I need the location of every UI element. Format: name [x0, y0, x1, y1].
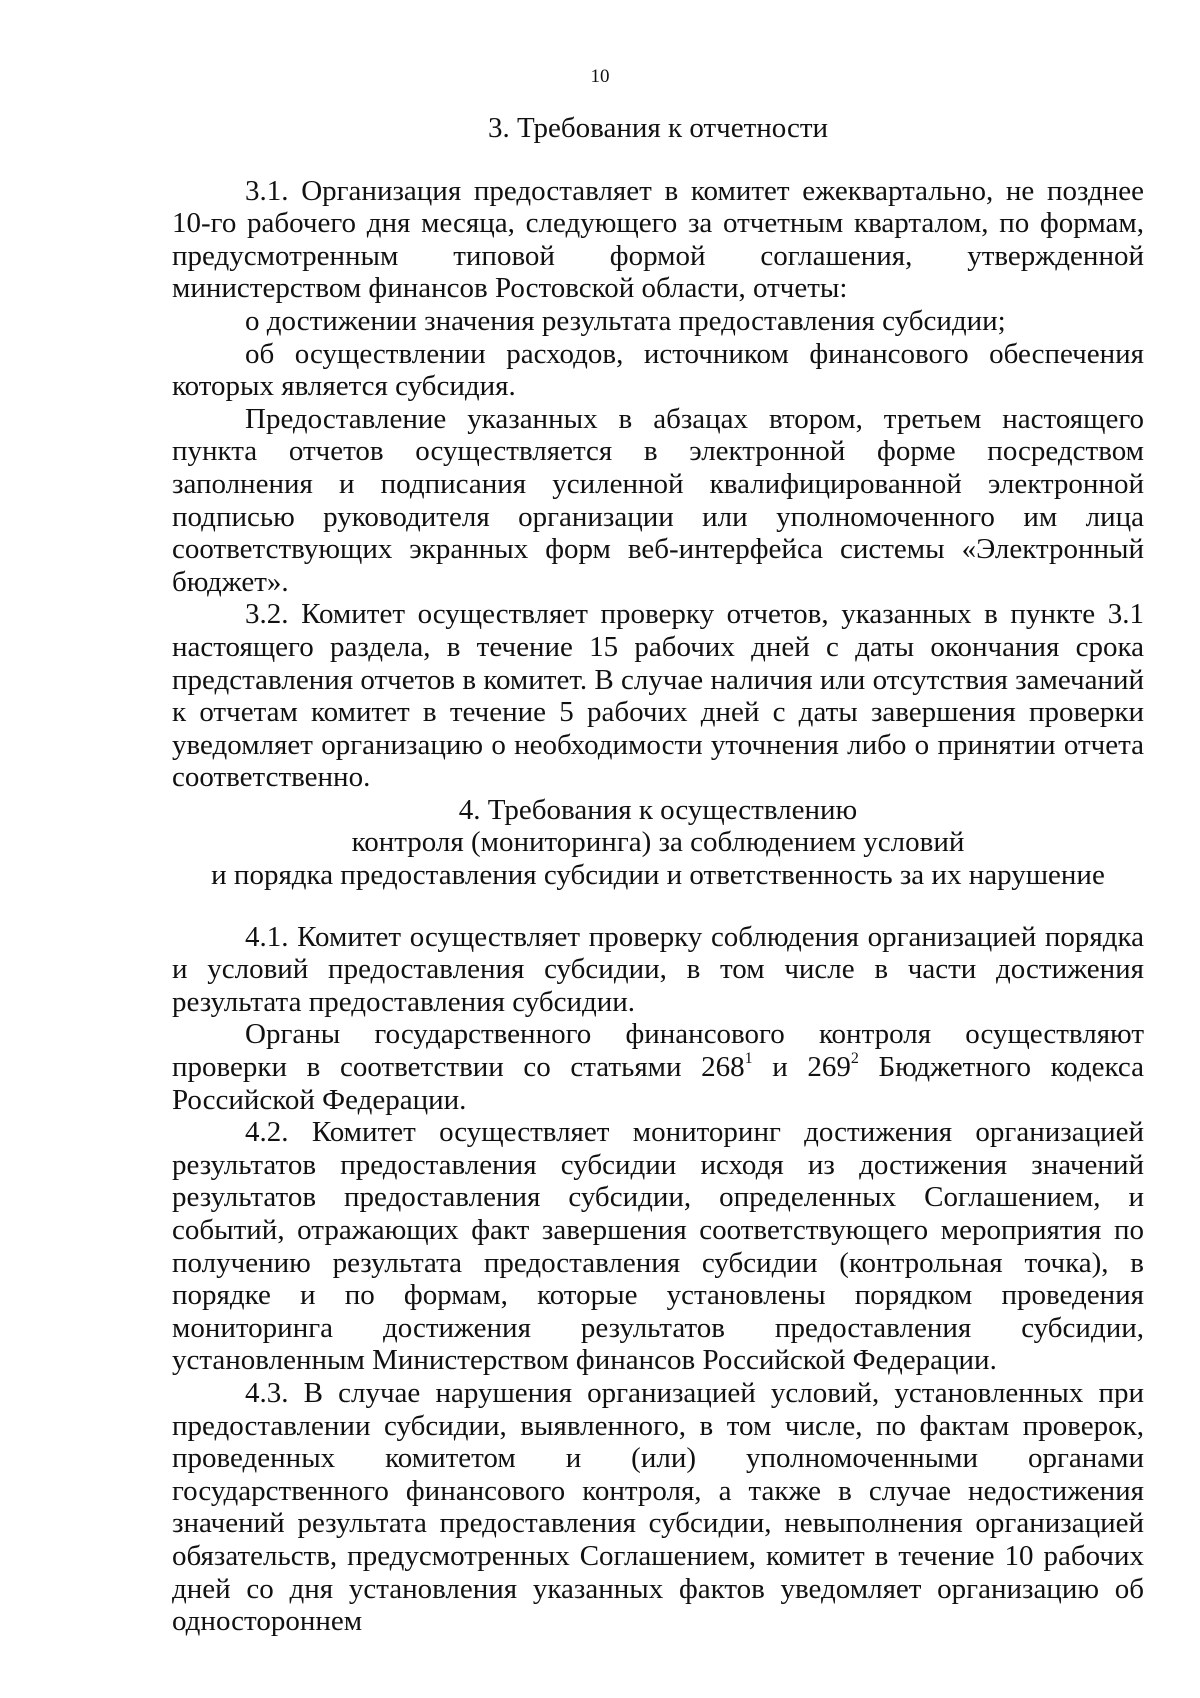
document-body	[172, 112, 1144, 1638]
text-run: и 269	[752, 1051, 851, 1084]
paragraph-3-1: 3.1. Организация предоставляет в комитет ежеквартально, не позднее 10-го рабочего дня месяца, следующего за отчетным кварталом, по формам, предусмотренным типовой формой соглашения, утвержденной министерством финансов Ростовской области, отчеты:	[172, 174, 1144, 305]
superscript: 2	[850, 1050, 859, 1068]
section-4-heading	[172, 794, 1144, 892]
spacer	[172, 145, 1144, 175]
paragraph-4-3: 4.3. В случае нарушения организацией условий, установленных при предоставлении субсидии, выявленного, в том числе, по фактам проверок, проведенных комитетом и (или) уполномоченными органами государственного финансового контроля, а также в случае недостижения значений результата предоставления субсидии, невыполнения организацией обязательств, предусмотренных Соглашением, комитет в течение 10 рабочих дней со дня установления указанных фактов уведомляет организацию об одностороннем	[172, 1376, 1144, 1638]
text-run: Бюджетного кодекса Российской Федерации.	[172, 1051, 1144, 1116]
paragraph-4-1-control-bodies	[172, 1018, 1144, 1116]
section-4-heading-line-1: 4. Требования к осуществлению	[458, 793, 858, 826]
section-4-heading-line-3: и порядка предоставления субсидии и ответственность за их нарушение	[211, 859, 1105, 892]
superscript: 1	[744, 1050, 753, 1068]
paragraph-3-1-item-1: о достижении значения результата предоставления субсидии;	[245, 304, 1006, 337]
text-run: Органы государственного финансового контроля осуществляют проверки в соответствии со статьями 268	[172, 1018, 1144, 1084]
page-number: 10	[590, 66, 610, 87]
paragraph-3-1-item-2: об осуществлении расходов, источником финансового обеспечения которых является субсидия.	[172, 337, 1144, 403]
section-3-heading: 3. Требования к отчетности	[487, 112, 829, 144]
paragraph-3-1-submission: Предоставление указанных в абзацах втором, третьем настоящего пункта отчетов осуществляется в электронной форме посредством заполнения и подписания усиленной квалифицированной электронной подписью руководителя организации или уполномоченного им лица соответствующих экранных форм веб-интерфейса системы «Электронный бюджет».	[172, 402, 1144, 598]
paragraph-4-1: 4.1. Комитет осуществляет проверку соблюдения организацией порядка и условий предоставления субсидии, в том числе в части достижения результата предоставления субсидии.	[172, 920, 1144, 1018]
paragraph-4-2: 4.2. Комитет осуществляет мониторинг достижения организацией результатов предоставления субсидии исходя из достижения значений результатов предоставления субсидии, определенных Соглашением, и событий, отражающих факт завершения соответствующего мероприятия по получению результата предоставления субсидии (контрольная точка), в порядке и по формам, которые установлены порядком проведения мониторинга достижения результатов предоставления субсидии, установленным Министерством финансов Российской Федерации.	[172, 1116, 1144, 1377]
paragraph-3-2: 3.2. Комитет осуществляет проверку отчетов, указанных в пункте 3.1 настоящего раздела, в течение 15 рабочих дней с даты окончания срока представления отчетов в комитет. В случае наличия или отсутствия замечаний к отчетам комитет в течение 5 рабочих дней с даты завершения проверки уведомляет организацию о необходимости уточнения либо о принятии отчета соответственно.	[172, 598, 1144, 794]
spacer	[172, 892, 1144, 921]
section-4-heading-line-2: контроля (мониторинга) за соблюдением условий	[351, 826, 965, 859]
